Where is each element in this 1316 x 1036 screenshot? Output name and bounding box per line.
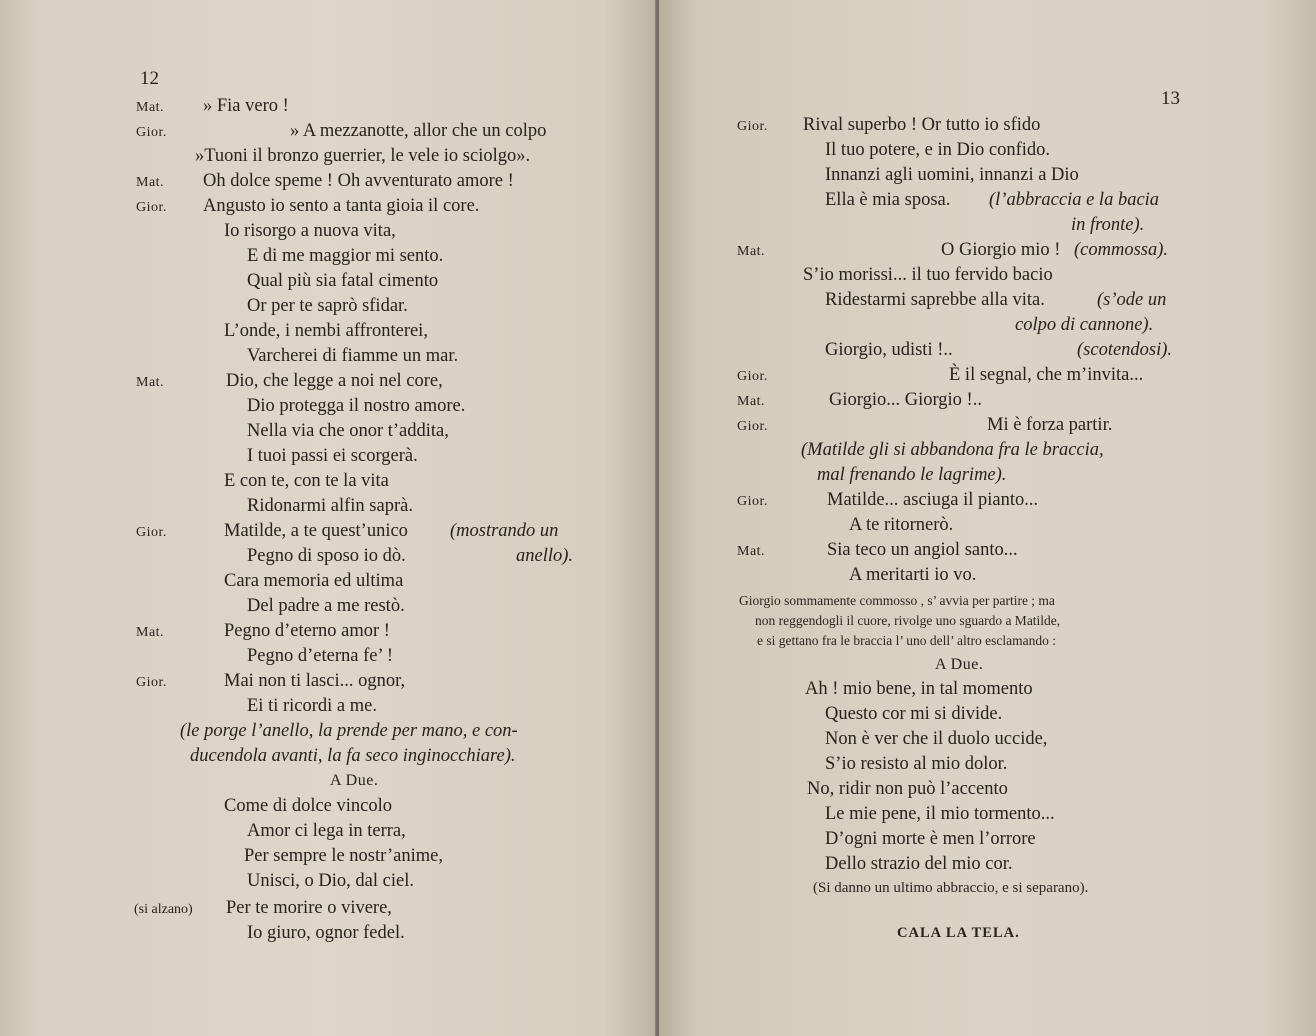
speaker-label: Mat. [136, 175, 165, 190]
stage-direction: (Matilde gli si abbandona fra le braccia, [801, 440, 1104, 460]
verse-line: Come di dolce vincolo [224, 796, 393, 816]
verse-line: Mai non ti lasci... ognor, [224, 671, 406, 691]
verse-line: Amor ci lega in terra, [247, 821, 406, 841]
verse-line: Ridestarmi saprebbe alla vita. [825, 290, 1045, 310]
verse-line: Ei ti ricordi a me. [247, 696, 377, 716]
page-number: 13 [1161, 88, 1180, 109]
verse-line: Or per te saprò sfidar. [247, 296, 408, 316]
stage-direction: ducendola avanti, la fa seco inginocchiare). [190, 746, 516, 766]
verse-line: Pegno d’eterna fe’ ! [247, 646, 394, 666]
verse-line: Innanzi agli uomini, innanzi a Dio [825, 165, 1079, 185]
stage-direction: (le porge l’anello, la prende per mano, e con- [180, 721, 518, 741]
verse-line: Mi è forza partir. [987, 415, 1113, 435]
verse-line: I tuoi passi ei scorgerà. [247, 446, 418, 466]
speaker-label: Mat. [136, 100, 165, 115]
verse-line: Cara memoria ed ultima [224, 571, 404, 591]
verse-line: Ah ! mio bene, in tal momento [805, 679, 1033, 699]
verse-line: Oh dolce speme ! Oh avventurato amore ! [203, 171, 514, 191]
section-heading: A Due. [935, 656, 984, 673]
verse-line: Del padre a me restò. [247, 596, 405, 616]
verse-line: Ridonarmi alfin saprà. [247, 496, 413, 516]
verse-line: Nella via che onor t’addita, [247, 421, 449, 441]
verse-line: O Giorgio mio ! [941, 240, 1061, 260]
verse-line: Matilde, a te quest’unico [224, 521, 408, 541]
section-heading: A Due. [330, 772, 379, 789]
stage-direction: (l’abbraccia e la bacia [989, 190, 1160, 210]
verse-line: Per sempre le nostr’anime, [244, 846, 443, 866]
verse-line: S’io morissi... il tuo fervido bacio [803, 265, 1053, 285]
verse-line: Per te morire o vivere, [226, 898, 392, 918]
speaker-label: Gior. [136, 125, 167, 140]
verse-line: Il tuo potere, e in Dio confido. [825, 140, 1051, 160]
stage-direction: in fronte). [1071, 215, 1145, 235]
stage-direction: (scotendosi). [1077, 340, 1173, 360]
verse-line: No, ridir non può l’accento [807, 779, 1008, 799]
stage-direction: anello). [516, 546, 574, 566]
page-number: 12 [140, 68, 159, 89]
stage-direction: (si alzano) [134, 902, 193, 917]
verse-line: Ella è mia sposa. [825, 190, 951, 210]
speaker-label: Gior. [136, 525, 167, 540]
verse-line: Matilde... asciuga il pianto... [827, 490, 1039, 510]
speaker-label: Mat. [737, 394, 766, 409]
stage-direction: (s’ode un [1097, 290, 1167, 310]
verse-line: E con te, con te la vita [224, 471, 389, 491]
verse-line: » A mezzanotte, allor che un colpo [290, 121, 547, 141]
verse-line: Pegno d’eterno amor ! [224, 621, 390, 641]
verse-line: A meritarti io vo. [849, 565, 977, 585]
stage-direction: colpo di cannone). [1015, 315, 1154, 335]
stage-direction: (commossa). [1074, 240, 1169, 260]
stage-direction: mal frenando le lagrime). [817, 465, 1007, 485]
speaker-label: Mat. [136, 375, 165, 390]
verse-line: Dio, che legge a noi nel core, [226, 371, 443, 391]
speaker-label: Gior. [737, 119, 768, 134]
verse-line: Non è ver che il duolo uccide, [825, 729, 1048, 749]
verse-line: D’ogni morte è men l’orrore [825, 829, 1036, 849]
verse-line: Angusto io sento a tanta gioia il core. [203, 196, 480, 216]
verse-line: Dello strazio del mio cor. [825, 854, 1013, 874]
stage-direction: e si gettano fra le braccia l’ uno dell’ altro esclamando : [757, 633, 1056, 648]
verse-line: » Fia vero ! [203, 96, 289, 116]
right-page [659, 0, 1316, 1036]
verse-line: Varcherei di fiamme un mar. [247, 346, 459, 366]
verse-line: E di me maggior mi sento. [247, 246, 444, 266]
verse-line: È il segnal, che m’invita... [949, 365, 1144, 385]
stage-direction: (mostrando un [450, 521, 559, 541]
verse-line: S’io resisto al mio dolor. [825, 754, 1008, 774]
speaker-label: Gior. [136, 200, 167, 215]
verse-line: Rival superbo ! Or tutto io sfido [803, 115, 1041, 135]
left-page [0, 0, 657, 1036]
verse-line: Giorgio, udisti !.. [825, 340, 953, 360]
speaker-label: Mat. [136, 625, 165, 640]
speaker-label: Gior. [737, 369, 768, 384]
stage-direction: (Si danno un ultimo abbraccio, e si separano). [813, 880, 1089, 896]
verse-line: Io giuro, ognor fedel. [247, 923, 405, 943]
verse-line: Io risorgo a nuova vita, [224, 221, 396, 241]
stage-direction: non reggendogli il cuore, rivolge uno sguardo a Matilde, [755, 613, 1061, 628]
verse-line: Giorgio... Giorgio !.. [829, 390, 982, 410]
verse-line: Dio protegga il nostro amore. [247, 396, 466, 416]
verse-line: Qual più sia fatal cimento [247, 271, 439, 291]
speaker-label: Mat. [737, 544, 766, 559]
verse-line: Sia teco un angiol santo... [827, 540, 1018, 560]
verse-line: Pegno di sposo io dò. [247, 546, 406, 566]
verse-line: Unisci, o Dio, dal ciel. [247, 871, 414, 891]
section-heading: CALA LA TELA. [897, 925, 1020, 941]
speaker-label: Gior. [737, 419, 768, 434]
speaker-label: Gior. [136, 675, 167, 690]
verse-line: Questo cor mi si divide. [825, 704, 1003, 724]
verse-line: »Tuoni il bronzo guerrier, le vele io sciolgo». [195, 146, 531, 166]
verse-line: Le mie pene, il mio tormento... [825, 804, 1055, 824]
speaker-label: Mat. [737, 244, 766, 259]
verse-line: A te ritornerò. [849, 515, 954, 535]
stage-direction: Giorgio sommamente commosso , s’ avvia per partire ; ma [739, 593, 1055, 608]
speaker-label: Gior. [737, 494, 768, 509]
verse-line: L’onde, i nembi affronterei, [224, 321, 428, 341]
